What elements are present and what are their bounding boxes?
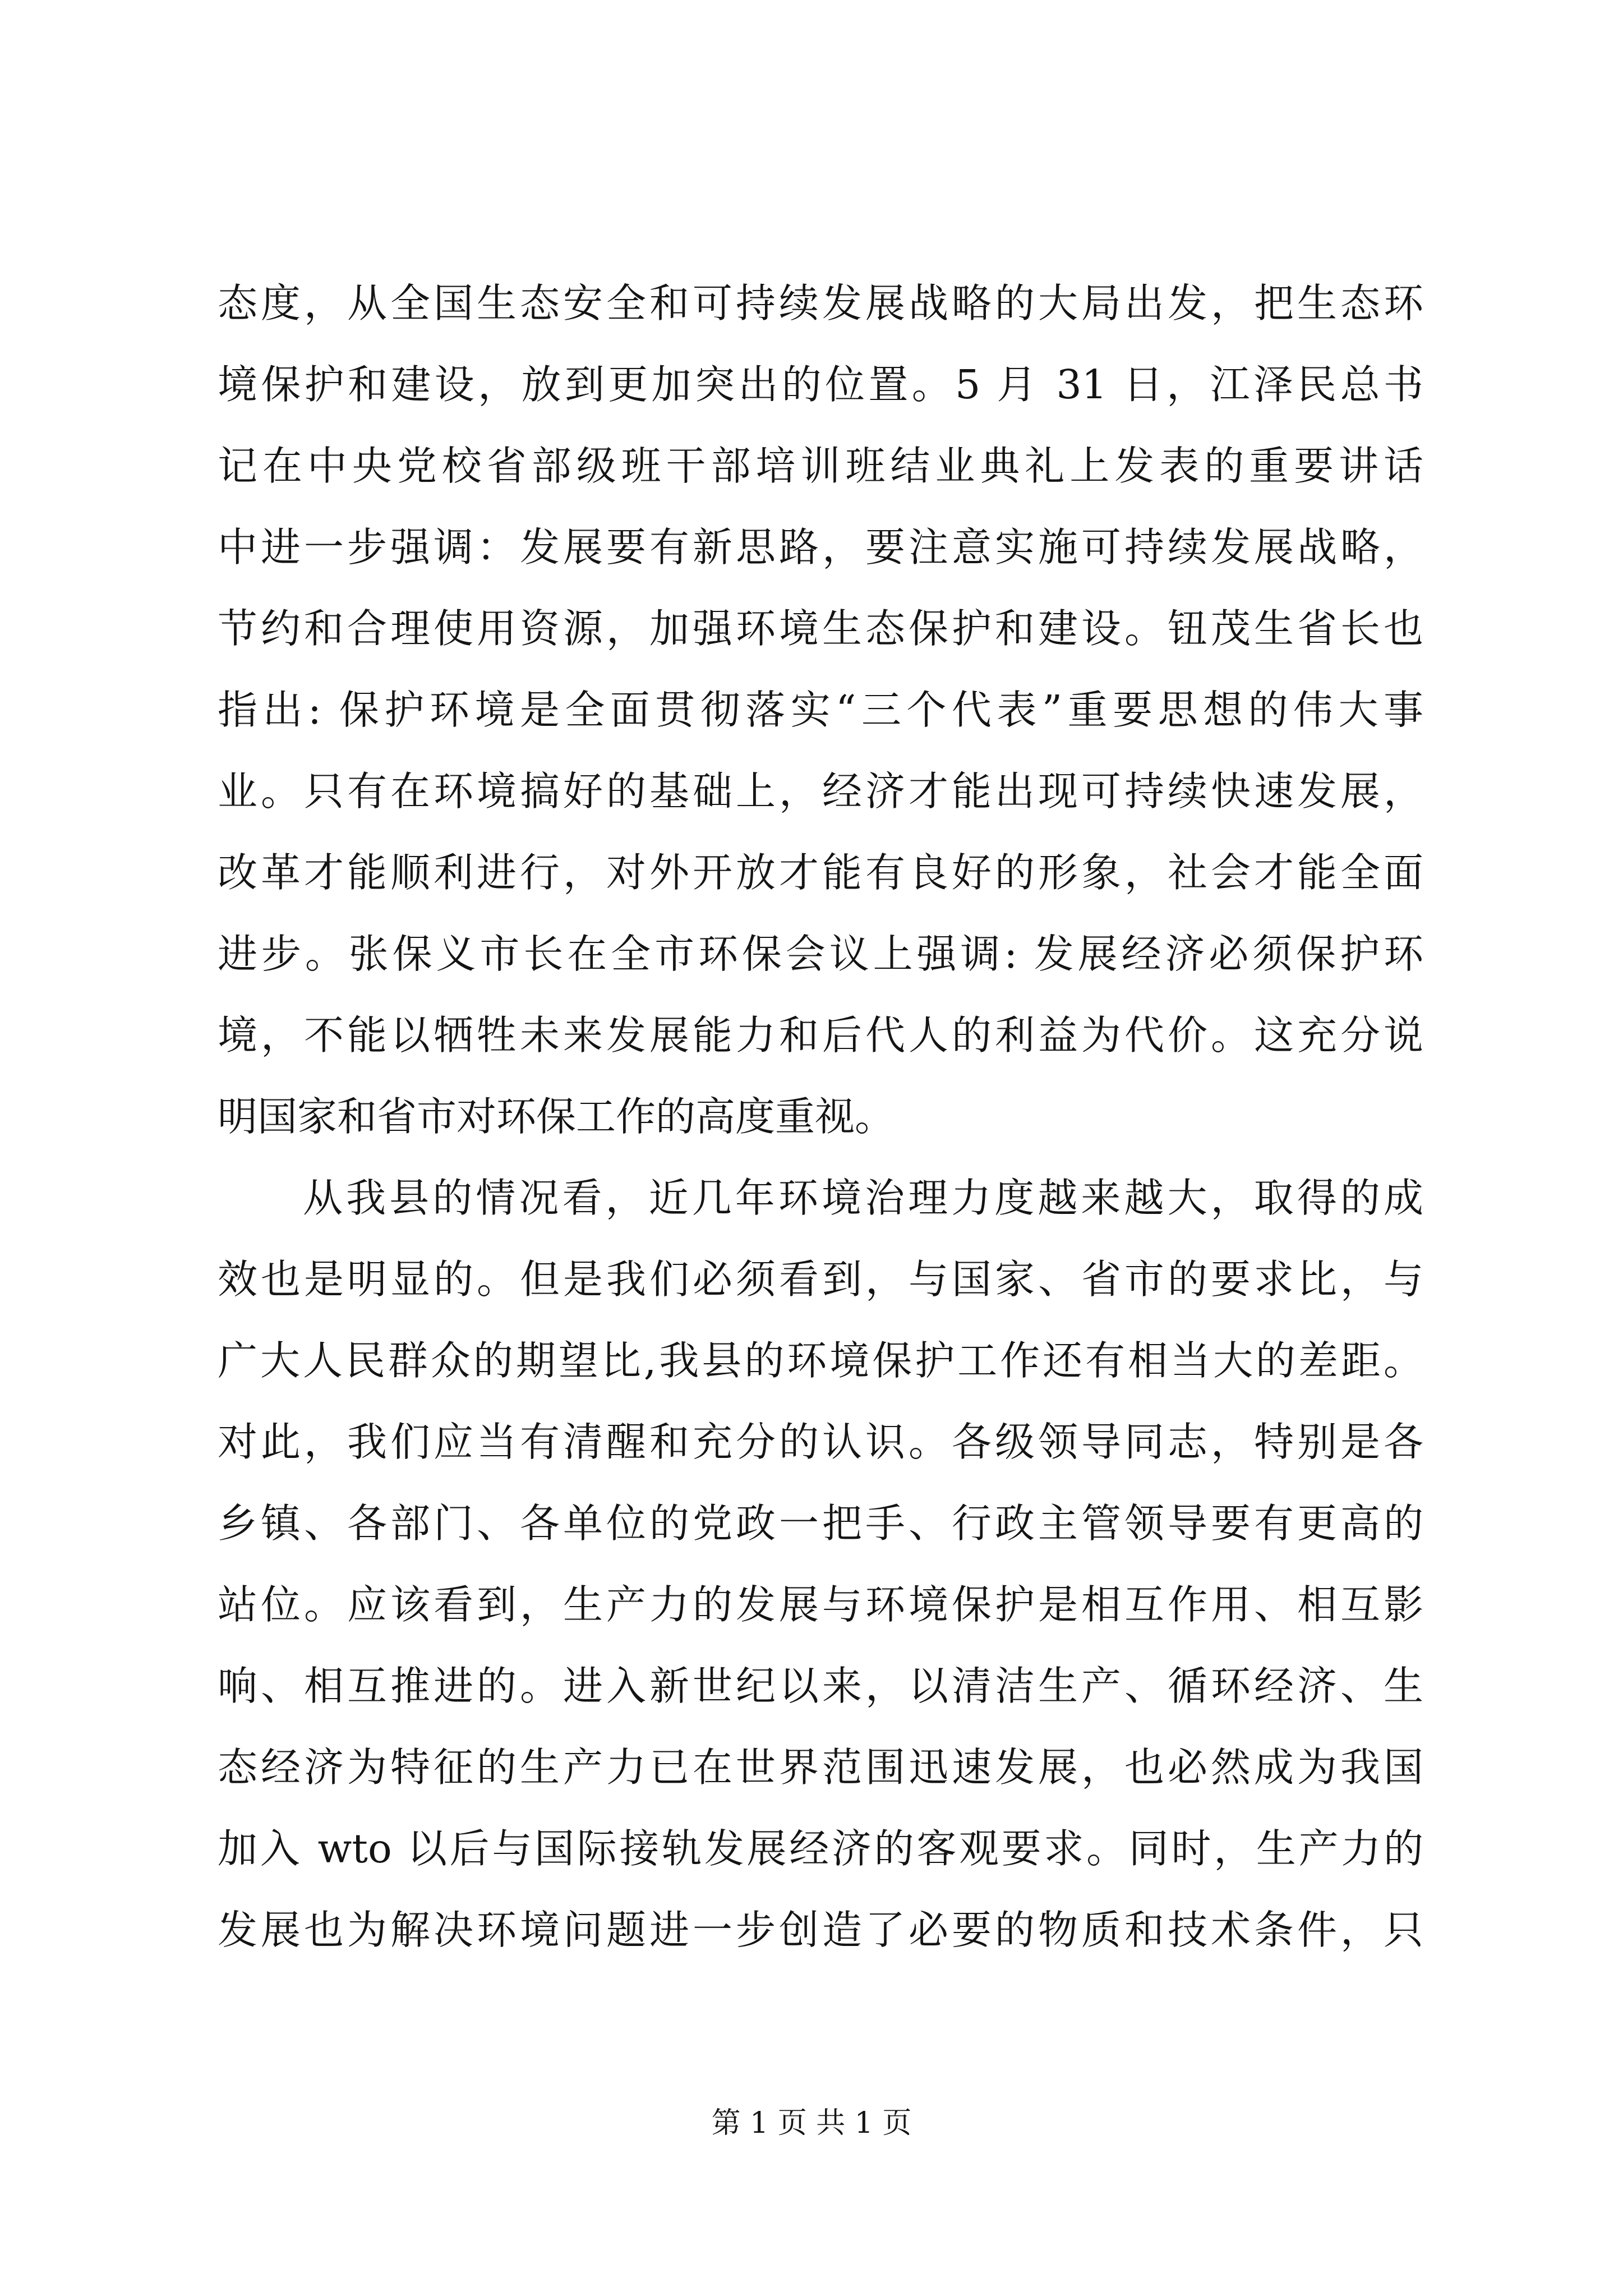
text-line: 指出: 保护环境是全面贯彻落实“三个代表”重要思想的伟大事 <box>218 687 1423 733</box>
page-number-footer: 第 1 页 共 1 页 <box>711 2106 912 2140</box>
body-text <box>218 263 1423 1971</box>
text-line: 站位。应该看到，生产力的发展与环境保护是相互作用、相互影 <box>218 1581 1423 1628</box>
text-line: 效也是明显的。但是我们必须看到，与国家、省市的要求比，与 <box>218 1256 1423 1303</box>
text-line: 加入 wto 以后与国际接轨发展经济的客观要求。同时，生产力的 <box>218 1825 1423 1872</box>
text-line: 发展也为解决环境问题进一步创造了必要的物质和技术条件，只 <box>218 1907 1423 1953</box>
text-line: 广大人民群众的期望比,我县的环境保护工作还有相当大的差距。 <box>218 1337 1423 1384</box>
text-line: 响、相互推进的。进入新世纪以来，以清洁生产、循环经济、生 <box>218 1663 1423 1709</box>
text-line: 节约和合理使用资源，加强环境生态保护和建设。钮茂生省长也 <box>218 605 1423 652</box>
text-line: 态度，从全国生态安全和可持续发展战略的大局出发，把生态环 <box>218 280 1423 326</box>
text-line: 对此，我们应当有清醒和充分的认识。各级领导同志，特别是各 <box>218 1419 1423 1465</box>
text-line: 境，不能以牺牲未来发展能力和后代人的利益为代价。这充分说 <box>218 1012 1423 1059</box>
text-line: 境保护和建设，放到更加突出的位置。5 月 31 日，江泽民总书 <box>218 361 1423 408</box>
text-line: 进步。张保义市长在全市环保会议上强调: 发展经济必须保护环 <box>218 931 1423 977</box>
text-line: 乡镇、各部门、各单位的党政一把手、行政主管领导要有更高的 <box>218 1500 1423 1547</box>
text-line: 态经济为特征的生产力已在世界范围迅速发展，也必然成为我国 <box>218 1744 1423 1791</box>
text-line: 改革才能顺利进行，对外开放才能有良好的形象，社会才能全面 <box>218 849 1423 896</box>
text-line: 业。只有在环境搞好的基础上，经济才能出现可持续快速发展， <box>218 768 1423 815</box>
text-line: 记在中央党校省部级班干部培训班结业典礼上发表的重要讲话 <box>218 443 1423 489</box>
text-line: 从我县的情况看，近几年环境治理力度越来越大，取得的成 <box>303 1175 1423 1221</box>
text-line: 明国家和省市对环保工作的高度重视。 <box>218 1093 895 1140</box>
text-line: 中进一步强调：发展要有新思路，要注意实施可持续发展战略， <box>218 524 1423 570</box>
